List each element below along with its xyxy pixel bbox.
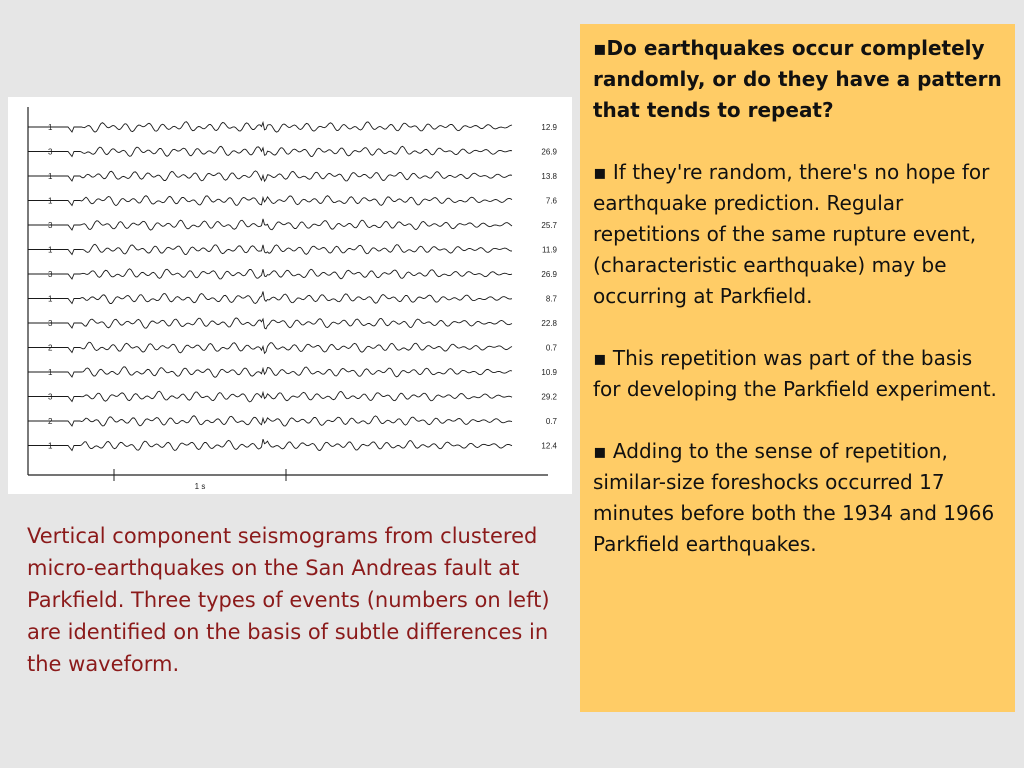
seismogram-trace	[28, 342, 512, 353]
seismogram-trace	[28, 391, 512, 402]
trace-value-label: 11.9	[542, 245, 557, 255]
trace-type-label: 3	[48, 319, 53, 328]
seismogram-trace	[28, 146, 512, 156]
seismogram-trace	[28, 367, 512, 378]
notes-point-2: ▪ This repetition was part of the basis for developing the Parkfield experiment.	[593, 346, 997, 401]
trace-value-label: 10.9	[541, 368, 557, 377]
trace-type-label: 1	[48, 123, 53, 132]
trace-value-label: 26.9	[541, 270, 557, 279]
trace-type-label: 3	[48, 221, 53, 230]
trace-type-label: 3	[48, 392, 53, 402]
trace-type-label: 2	[48, 343, 53, 353]
notes-question: ▪Do earthquakes occur completely randomly, or do they have a pattern that tends to repeat?	[593, 36, 1002, 122]
seismogram-trace	[28, 318, 512, 329]
trace-type-label: 1	[48, 368, 53, 377]
seismogram-trace	[28, 171, 512, 181]
figure-caption: Vertical component seismograms from clustered micro-earthquakes on the San Andreas fault at Parkfield. Three types of events (numbers on left) are identified on the basis of subtle differences in the waveform.	[27, 524, 550, 676]
trace-value-label: 12.4	[541, 441, 557, 451]
trace-type-label: 1	[48, 172, 53, 181]
seismogram-trace	[28, 196, 512, 206]
seismogram-trace	[28, 416, 512, 426]
trace-value-label: 12.9	[541, 123, 557, 132]
trace-value-label: 8.7	[545, 294, 557, 304]
trace-type-label: 1	[48, 196, 53, 206]
trace-group	[28, 122, 558, 451]
seismogram-trace	[28, 219, 512, 230]
scale-label: 1 s	[194, 482, 206, 491]
trace-type-label: 1	[48, 245, 53, 255]
trace-type-label: 1	[48, 294, 53, 304]
notes-point-1: ▪ If they're random, there's no hope for earthquake prediction. Regular repetitions of the same rupture event, (characteristic earthquake) may be occurring at Parkfield.	[593, 160, 990, 308]
trace-value-label: 26.9	[541, 147, 557, 157]
trace-value-label: 29.2	[541, 392, 557, 402]
seismogram-trace	[28, 122, 512, 132]
trace-type-label: 3	[48, 270, 53, 279]
seismogram-trace	[28, 269, 512, 279]
trace-value-label: 22.8	[541, 319, 557, 328]
trace-value-label: 0.7	[545, 343, 557, 353]
seismogram-figure	[8, 97, 572, 494]
trace-value-label: 25.7	[541, 221, 557, 230]
trace-value-label: 13.8	[541, 172, 557, 181]
seismogram-trace	[28, 439, 512, 450]
notes-panel	[580, 24, 1015, 712]
trace-type-label: 3	[48, 147, 53, 157]
notes-point-3: ▪ Adding to the sense of repetition, similar-size foreshocks occurred 17 minutes before both the 1934 and 1966 Parkfield earthquakes.	[593, 439, 995, 556]
trace-type-label: 2	[48, 417, 53, 426]
trace-value-label: 7.6	[545, 196, 557, 206]
seismogram-trace	[28, 292, 512, 304]
trace-type-label: 1	[48, 441, 53, 451]
trace-value-label: 0.7	[545, 417, 557, 426]
seismogram-plot	[8, 97, 572, 494]
seismogram-trace	[28, 244, 512, 254]
